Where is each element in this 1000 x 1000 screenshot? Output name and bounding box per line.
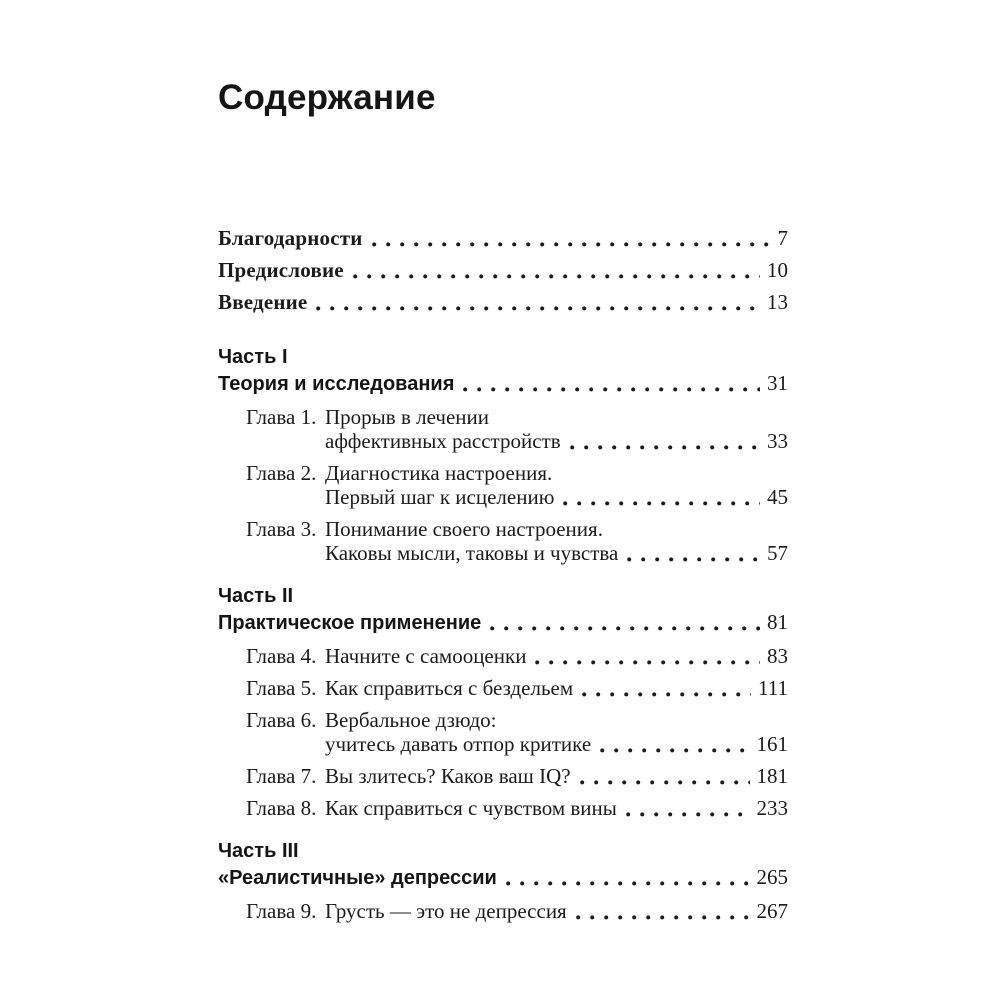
part-title: «Реалистичные» депрессии — [218, 867, 497, 889]
chapter-page-number: 181 — [756, 764, 788, 788]
dot-leader — [576, 915, 750, 920]
chapter-page-number: 161 — [756, 732, 788, 756]
chapter-title-line: Понимание своего настроения. — [325, 517, 603, 541]
chapter-title-line: учитесь давать отпор критике — [325, 732, 592, 756]
chapter-body — [325, 796, 788, 820]
chapter-title-row — [325, 429, 788, 453]
toc-part-3 — [218, 838, 788, 923]
chapter-title-row — [325, 676, 788, 700]
toc-entry-page-number: 13 — [767, 290, 788, 314]
dot-leader — [582, 692, 751, 697]
toc-chapter-6 — [218, 708, 788, 756]
chapter-title-row — [325, 485, 788, 509]
toc-chapter-2 — [218, 461, 788, 509]
dot-leader — [353, 274, 760, 279]
chapter-title-line: Каковы мысли, таковы и чувства — [325, 541, 619, 565]
part-title-row — [218, 864, 788, 891]
part-title: Практическое применение — [218, 612, 482, 634]
page-title: Содержание — [218, 78, 436, 117]
part-page-number: 81 — [767, 610, 788, 634]
chapter-label: Глава 3. — [246, 517, 317, 541]
chapter-title-row — [325, 796, 788, 820]
chapter-page-number: 33 — [767, 429, 788, 453]
dot-leader — [316, 306, 760, 311]
chapter-page-number: 111 — [758, 676, 788, 700]
chapter-body — [325, 461, 788, 509]
toc-chapter-9 — [218, 899, 788, 923]
toc-chapter-4 — [218, 644, 788, 668]
part-label: Часть I — [218, 346, 288, 368]
dot-leader — [563, 501, 760, 506]
toc-entry-label: Введение — [218, 290, 308, 314]
dot-leader — [580, 780, 750, 785]
chapter-body — [325, 405, 788, 453]
toc-chapter-7 — [218, 764, 788, 788]
chapter-title-row — [325, 644, 788, 668]
toc-chapter-3 — [218, 517, 788, 565]
chapter-body — [325, 676, 788, 700]
chapter-title-line: Грусть — это не депрессия — [325, 899, 567, 923]
toc-entry-label: Предисловие — [218, 258, 344, 282]
chapter-body — [325, 644, 788, 668]
chapter-title-row — [325, 732, 788, 756]
toc-entry-preface — [218, 254, 788, 286]
chapter-page-number: 45 — [767, 485, 788, 509]
part-title-row — [218, 609, 788, 636]
toc-chapter-1 — [218, 405, 788, 453]
toc-entry-introduction — [218, 286, 788, 318]
front-matter-section — [218, 222, 788, 318]
toc-part-2 — [218, 583, 788, 820]
chapter-page-number: 233 — [756, 796, 788, 820]
chapter-label: Глава 4. — [246, 644, 317, 668]
part-label: Часть III — [218, 840, 299, 862]
chapter-body — [325, 899, 788, 923]
part-title-row — [218, 370, 788, 397]
dot-leader — [535, 660, 760, 665]
dot-leader — [570, 445, 760, 450]
chapter-page-number: 83 — [767, 644, 788, 668]
chapter-title-line: Диагностика настроения. — [325, 461, 553, 485]
chapter-body — [325, 708, 788, 756]
chapter-label: Глава 8. — [246, 796, 317, 820]
toc-entry-page-number: 10 — [767, 258, 788, 282]
chapter-title-line: аффективных расстройств — [325, 429, 561, 453]
part-label: Часть II — [218, 585, 294, 607]
chapter-label: Глава 6. — [246, 708, 317, 732]
chapter-title-row — [325, 764, 788, 788]
chapter-body — [325, 764, 788, 788]
dot-leader — [372, 242, 771, 247]
dot-leader — [506, 881, 750, 886]
toc-column — [218, 0, 788, 923]
chapter-label: Глава 9. — [246, 899, 317, 923]
chapter-page-number: 267 — [756, 899, 788, 923]
chapter-title-row — [325, 541, 788, 565]
chapter-label: Глава 1. — [246, 405, 317, 429]
chapter-title-row — [325, 899, 788, 923]
toc-entry-label: Благодарности — [218, 226, 363, 250]
dot-leader — [627, 557, 760, 562]
dot-leader — [490, 626, 760, 631]
dot-leader — [600, 748, 749, 753]
chapter-title-line: Первый шаг к исцелению — [325, 485, 555, 509]
chapter-title-line: Прорыв в лечении — [325, 405, 489, 429]
toc-entry-acknowledgements — [218, 222, 788, 254]
part-title: Теория и исследования — [218, 373, 455, 395]
chapter-title-line: Начните с самооценки — [325, 644, 527, 668]
toc-chapter-5 — [218, 676, 788, 700]
chapter-page-number: 57 — [767, 541, 788, 565]
part-page-number: 265 — [756, 865, 788, 889]
chapter-title-line: Вербальное дзюдо: — [325, 708, 497, 732]
chapter-label: Глава 2. — [246, 461, 317, 485]
chapter-label: Глава 7. — [246, 764, 317, 788]
toc-part-1 — [218, 344, 788, 565]
chapter-title-line: Как справиться с бездельем — [325, 676, 574, 700]
chapter-title-line: Вы злитесь? Каков ваш IQ? — [325, 764, 571, 788]
toc-entry-page-number: 7 — [777, 226, 788, 250]
part-page-number: 31 — [767, 371, 788, 395]
chapter-label: Глава 5. — [246, 676, 317, 700]
dot-leader — [626, 812, 750, 817]
chapter-body — [325, 517, 788, 565]
dot-leader — [463, 387, 760, 392]
toc-chapter-8 — [218, 796, 788, 820]
chapter-title-line: Как справиться с чувством вины — [325, 796, 617, 820]
